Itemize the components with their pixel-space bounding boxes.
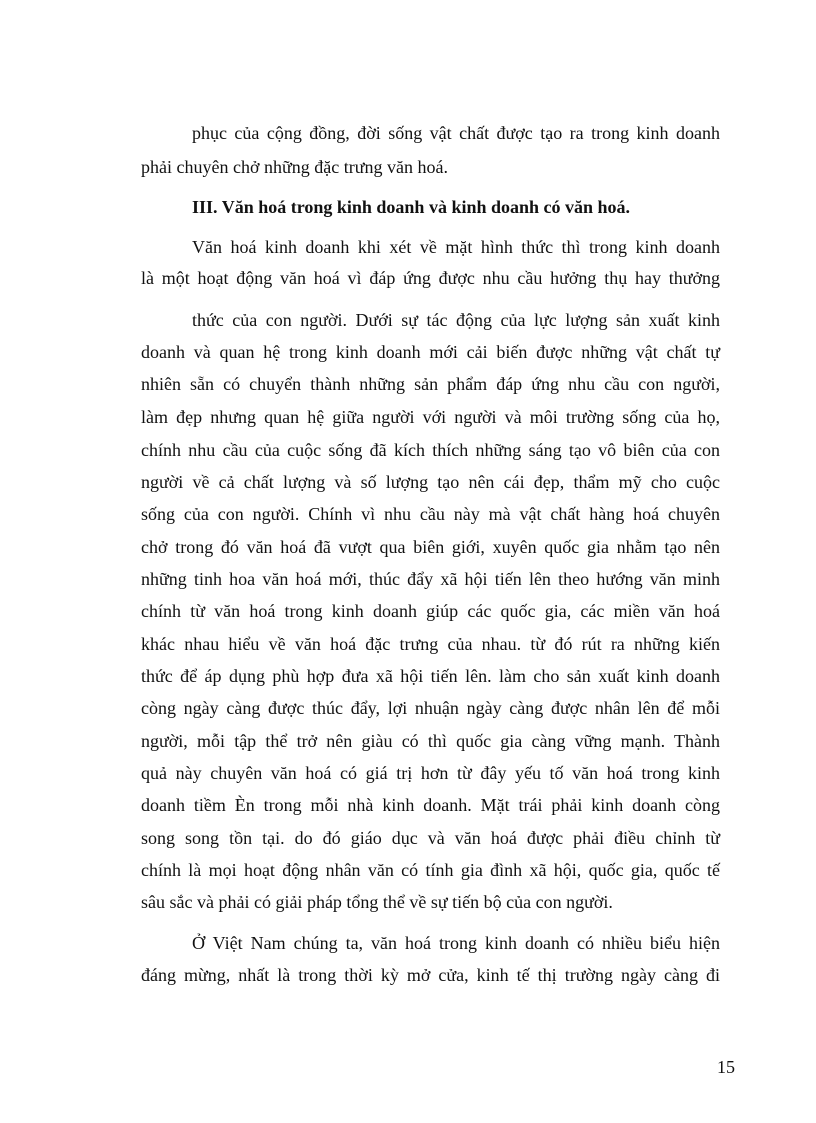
paragraph-3-line-13: còng ngày càng được thúc đẩy, lợi nhuận ngày càng được nhân lên để mỗi	[141, 698, 720, 718]
paragraph-1-line-2: phải chuyên chở những đặc trưng văn hoá.	[141, 157, 448, 177]
paragraph-3-line-1: thức của con người. Dưới sự tác động của lực lượng sản xuất kinh	[192, 310, 720, 330]
paragraph-3-line-6: người về cả chất lượng và số lượng tạo nên cái đẹp, thẩm mỹ cho cuộc	[141, 472, 720, 492]
paragraph-3-line-12: thức để áp dụng phù hợp đưa xã hội tiến lên. làm cho sản xuất kinh doanh	[141, 666, 720, 686]
paragraph-3-line-14: người, mỗi tập thể trở nên giàu có thì quốc gia càng vững mạnh. Thành	[141, 731, 720, 751]
page-number: 15	[717, 1057, 735, 1077]
paragraph-3-line-4: làm đẹp nhưng quan hệ giữa người với người và môi trường sống của họ,	[141, 407, 720, 427]
paragraph-2-line-2: là một hoạt động văn hoá vì đáp ứng được nhu cầu hưởng thụ hay thưởng	[141, 268, 720, 288]
section-heading: III. Văn hoá trong kinh doanh và kinh doanh có văn hoá.	[192, 197, 631, 217]
paragraph-4-line-1: Ở Việt Nam chúng ta, văn hoá trong kinh doanh có nhiều biểu hiện	[192, 933, 720, 953]
paragraph-3-line-5: chính nhu cầu của cuộc sống đã kích thích những sáng tạo vô biên của con	[141, 440, 720, 460]
paragraph-3-line-17: song song tồn tại. do đó giáo dục và văn hoá được phải điều chỉnh từ	[141, 828, 720, 848]
paragraph-3-line-9: những tinh hoa văn hoá mới, thúc đẩy xã hội tiến lên theo hướng văn minh	[141, 569, 720, 589]
paragraph-3-line-18: chính là mọi hoạt động nhân văn có tính gia đình xã hội, quốc gia, quốc tế	[141, 860, 720, 880]
paragraph-2-line-1: Văn hoá kinh doanh khi xét về mặt hình thức thì trong kinh doanh	[192, 237, 720, 257]
paragraph-4-line-2: đáng mừng, nhất là trong thời kỳ mở cửa, kinh tế thị trường ngày càng đi	[141, 965, 720, 985]
paragraph-3-line-19: sâu sắc và phải có giải pháp tổng thể về sự tiến bộ của con người.	[141, 892, 613, 912]
paragraph-3-line-2: doanh và quan hệ trong kinh doanh mới cải biến được những vật chất tự	[141, 342, 720, 362]
paragraph-3-line-7: sống của con người. Chính vì nhu cầu này mà vật chất hàng hoá chuyên	[141, 504, 720, 524]
paragraph-3-line-10: chính từ văn hoá trong kinh doanh giúp các quốc gia, các miền văn hoá	[141, 601, 720, 621]
paragraph-1-line-1: phục của cộng đồng, đời sống vật chất được tạo ra trong kinh doanh	[192, 123, 720, 143]
paragraph-3-line-16: doanh tiềm Èn trong mỗi nhà kinh doanh. Mặt trái phải kinh doanh còng	[141, 795, 720, 815]
paragraph-3-line-11: khác nhau hiểu về văn hoá đặc trưng của nhau. từ đó rút ra những kiến	[141, 634, 720, 654]
paragraph-3-line-15: quả này chuyên văn hoá có giá trị hơn từ đây yếu tố văn hoá trong kinh	[141, 763, 720, 783]
paragraph-3-line-3: nhiên sẵn có chuyển thành những sản phẩm đáp ứng nhu cầu con người,	[141, 374, 720, 394]
paragraph-3-line-8: chở trong đó văn hoá đã vượt qua biên giới, xuyên quốc gia nhằm tạo nên	[141, 537, 720, 557]
